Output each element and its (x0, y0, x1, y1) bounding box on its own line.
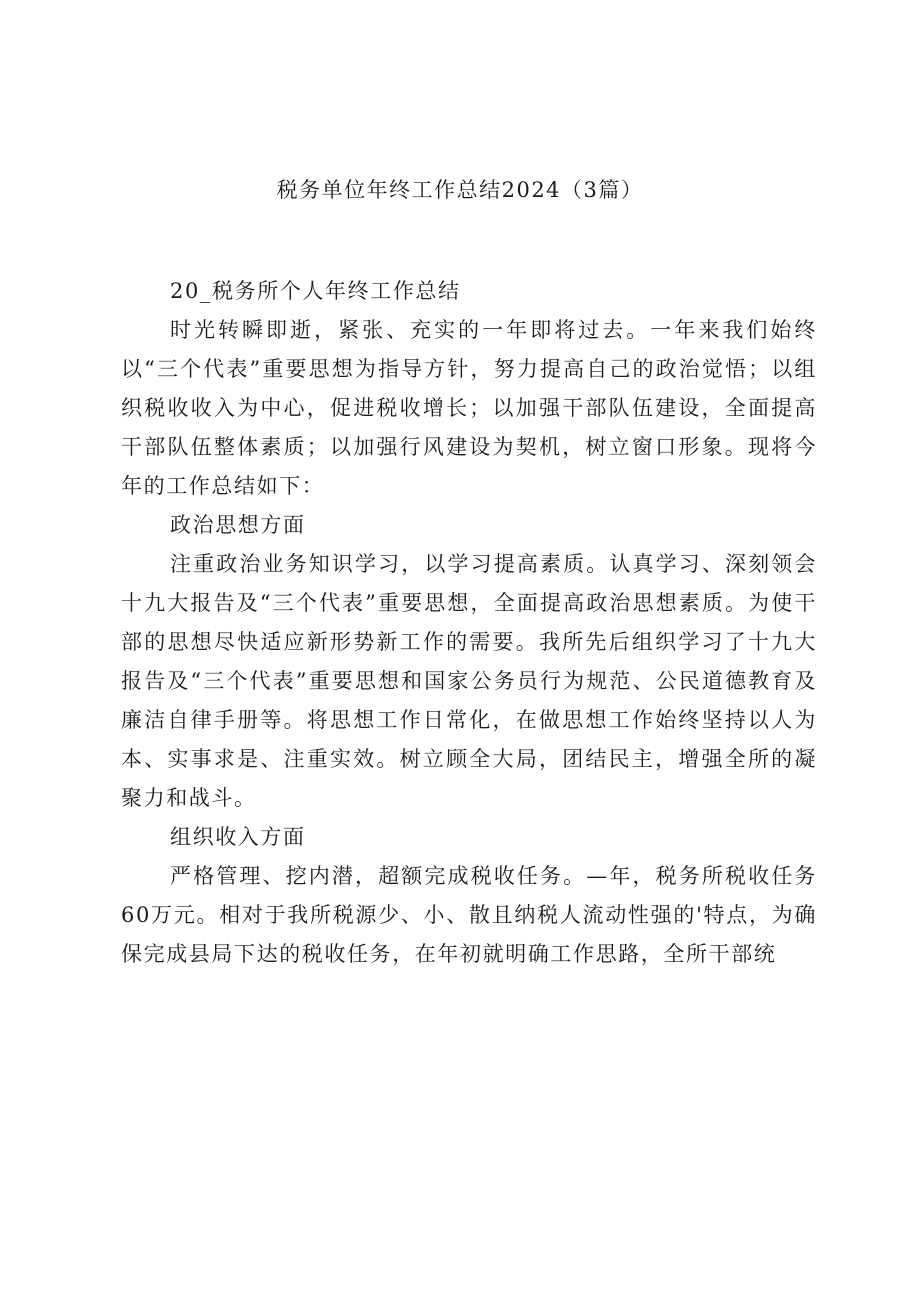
section-heading-summary: 20_税务所个人年终工作总结 (170, 279, 461, 303)
revenue-paragraph: 严格管理、挖内潜，超额完成税收任务。—年，税务所税收任务60万元。相对于我所税源少、小、散且纳税人流动性强的'特点，为确保完成县局下达的税收任务，在年初就明确工作思路，全所干部统 (121, 864, 817, 966)
document-title: 税务单位年终工作总结2024（3篇） (276, 178, 644, 202)
political-paragraph: 注重政治业务知识学习，以学习提高素质。认真学习、深刻领会十九大报告及“三个代表”重要思想，全面提高政治思想素质。为使干部的思想尽快适应新形势新工作的需要。我所先后组织学习了十九大报告及“三个代表”重要思想和国家公务员行为规范、公民道德教育及廉洁自律手册等。将思想工作日常化，在做思想工作始终坚持以人为本、实事求是、注重实效。树立顾全大局，团结民主，增强全所的凝聚力和战斗。 (121, 552, 817, 810)
document-body (121, 272, 817, 974)
intro-paragraph: 时光转瞬即逝，紧张、充实的一年即将过去。一年来我们始终以“三个代表”重要思想为指导方针，努力提高自己的政治觉悟；以组织税收收入为中心，促进税收增长；以加强干部队伍建设，全面提高干部队伍整体素质；以加强行风建设为契机，树立窗口形象。现将今年的工作总结如下： (121, 318, 817, 498)
section-heading-political: 政治思想方面 (170, 513, 306, 537)
section-heading-revenue: 组织收入方面 (170, 825, 306, 849)
